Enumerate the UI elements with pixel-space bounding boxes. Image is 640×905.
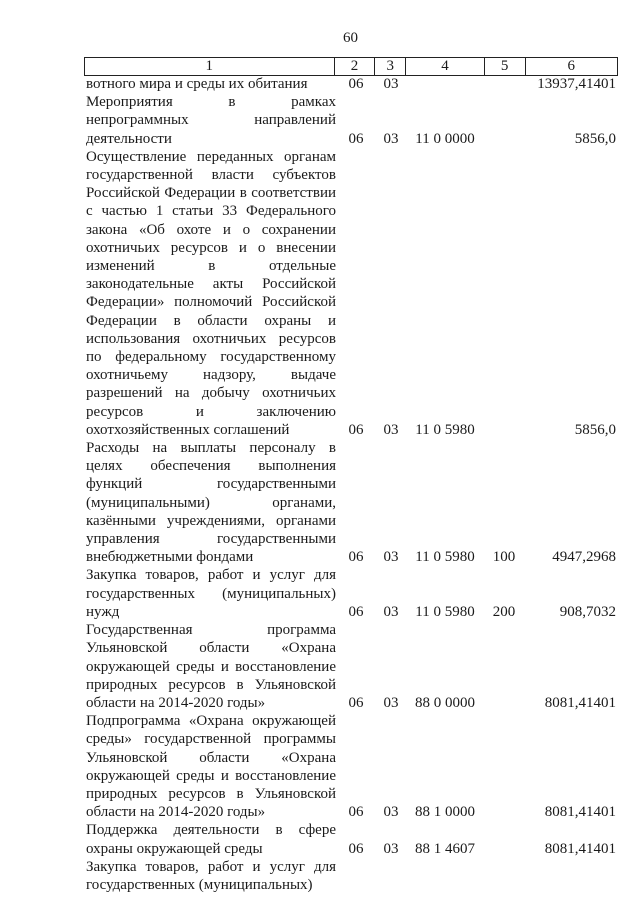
row-expense-type: 100 [492, 549, 516, 566]
header-col-2: 2 [334, 58, 375, 75]
row-subsection: 03 [383, 804, 399, 821]
header-col-5: 5 [484, 58, 525, 75]
table-row [86, 621, 616, 712]
table-row [86, 75, 616, 93]
row-amount: 8081,41401 [544, 694, 616, 711]
row-description: Расходы на выплаты персоналу в целях обеспечения выполнения функций государственными (муниципальными) органами, казёнными учреждениями, органами управления государственными внебюджетными фондами [86, 440, 336, 566]
row-subsection: 03 [383, 840, 399, 857]
row-description: Осуществление переданных органам государственной власти субъектов Российской Федерации в соответствии с частью 1 статьи 33 Федерального закона «Об охоте и о сохранении охотничьих ресурсов и о внесении изменений в отдельные законодательные акты Российской Федерации» полномочий Российской Федерации в области охраны и использования охотничьих ресурсов по федеральному государственному охотничьему надзору, выдаче разрешений на добычу охотничьих ресурсов и заключению охотхозяйственных соглашений [86, 148, 336, 438]
row-expense-type: 200 [492, 603, 516, 620]
row-description: Государственная программа Ульяновской области «Охрана окружающей среды и восстановление природных ресурсов в Ульяновской области на 2014-2020 годы» [86, 622, 336, 711]
row-description: Поддержка деятельности в сфере охраны окружающей среды [86, 822, 336, 857]
table-row [86, 821, 616, 857]
row-description: Закупка товаров, работ и услуг для государственных (муниципальных) [86, 858, 336, 893]
row-subsection: 03 [383, 603, 399, 620]
table-row [86, 858, 616, 894]
table-header [84, 57, 618, 76]
row-description: Мероприятия в рамках непрограммных направлений деятельности [86, 94, 336, 147]
table-row [86, 148, 616, 439]
header-col-4: 4 [405, 58, 484, 75]
row-description: Закупка товаров, работ и услуг для государственных (муниципальных) нужд [86, 567, 336, 620]
row-amount: 8081,41401 [544, 804, 616, 821]
row-section: 06 [348, 804, 364, 821]
row-target-article: 11 0 0000 [415, 130, 475, 147]
row-amount: 13937,41401 [537, 76, 616, 92]
row-subsection: 03 [383, 130, 399, 147]
row-subsection: 03 [383, 76, 399, 92]
table-body [86, 75, 616, 894]
row-section: 06 [348, 130, 364, 147]
row-section: 06 [348, 840, 364, 857]
row-section: 06 [348, 549, 364, 566]
row-amount: 5856,0 [574, 421, 616, 438]
header-col-1: 1 [84, 58, 334, 75]
row-section: 06 [348, 421, 364, 438]
row-description: вотного мира и среды их обитания [86, 76, 308, 92]
row-section: 06 [348, 603, 364, 620]
row-amount: 4947,2968 [552, 549, 616, 566]
row-target-article: 11 0 5980 [415, 549, 475, 566]
row-amount: 908,7032 [559, 603, 616, 620]
table-row [86, 566, 616, 621]
row-subsection: 03 [383, 421, 399, 438]
row-target-article: 88 0 0000 [415, 694, 475, 711]
row-section: 06 [348, 694, 364, 711]
row-amount: 5856,0 [574, 130, 616, 147]
page-number: 60 [343, 30, 358, 46]
row-target-article: 88 1 4607 [415, 840, 475, 857]
row-description: Подпрограмма «Охрана окружающей среды» государственной программы Ульяновской области «Охрана окружающей среды и восстановление природных ресурсов в Ульяновской области на 2014-2020 годы» [86, 713, 336, 821]
table-row [86, 712, 616, 821]
header-col-6: 6 [525, 58, 618, 75]
row-target-article: 11 0 5980 [415, 421, 475, 438]
row-target-article: 88 1 0000 [415, 804, 475, 821]
row-subsection: 03 [383, 694, 399, 711]
table-row [86, 439, 616, 566]
row-target-article: 11 0 5980 [415, 603, 475, 620]
row-subsection: 03 [383, 549, 399, 566]
table-row [86, 93, 616, 148]
row-amount: 8081,41401 [544, 840, 616, 857]
row-section: 06 [348, 76, 364, 92]
header-col-3: 3 [374, 58, 405, 75]
